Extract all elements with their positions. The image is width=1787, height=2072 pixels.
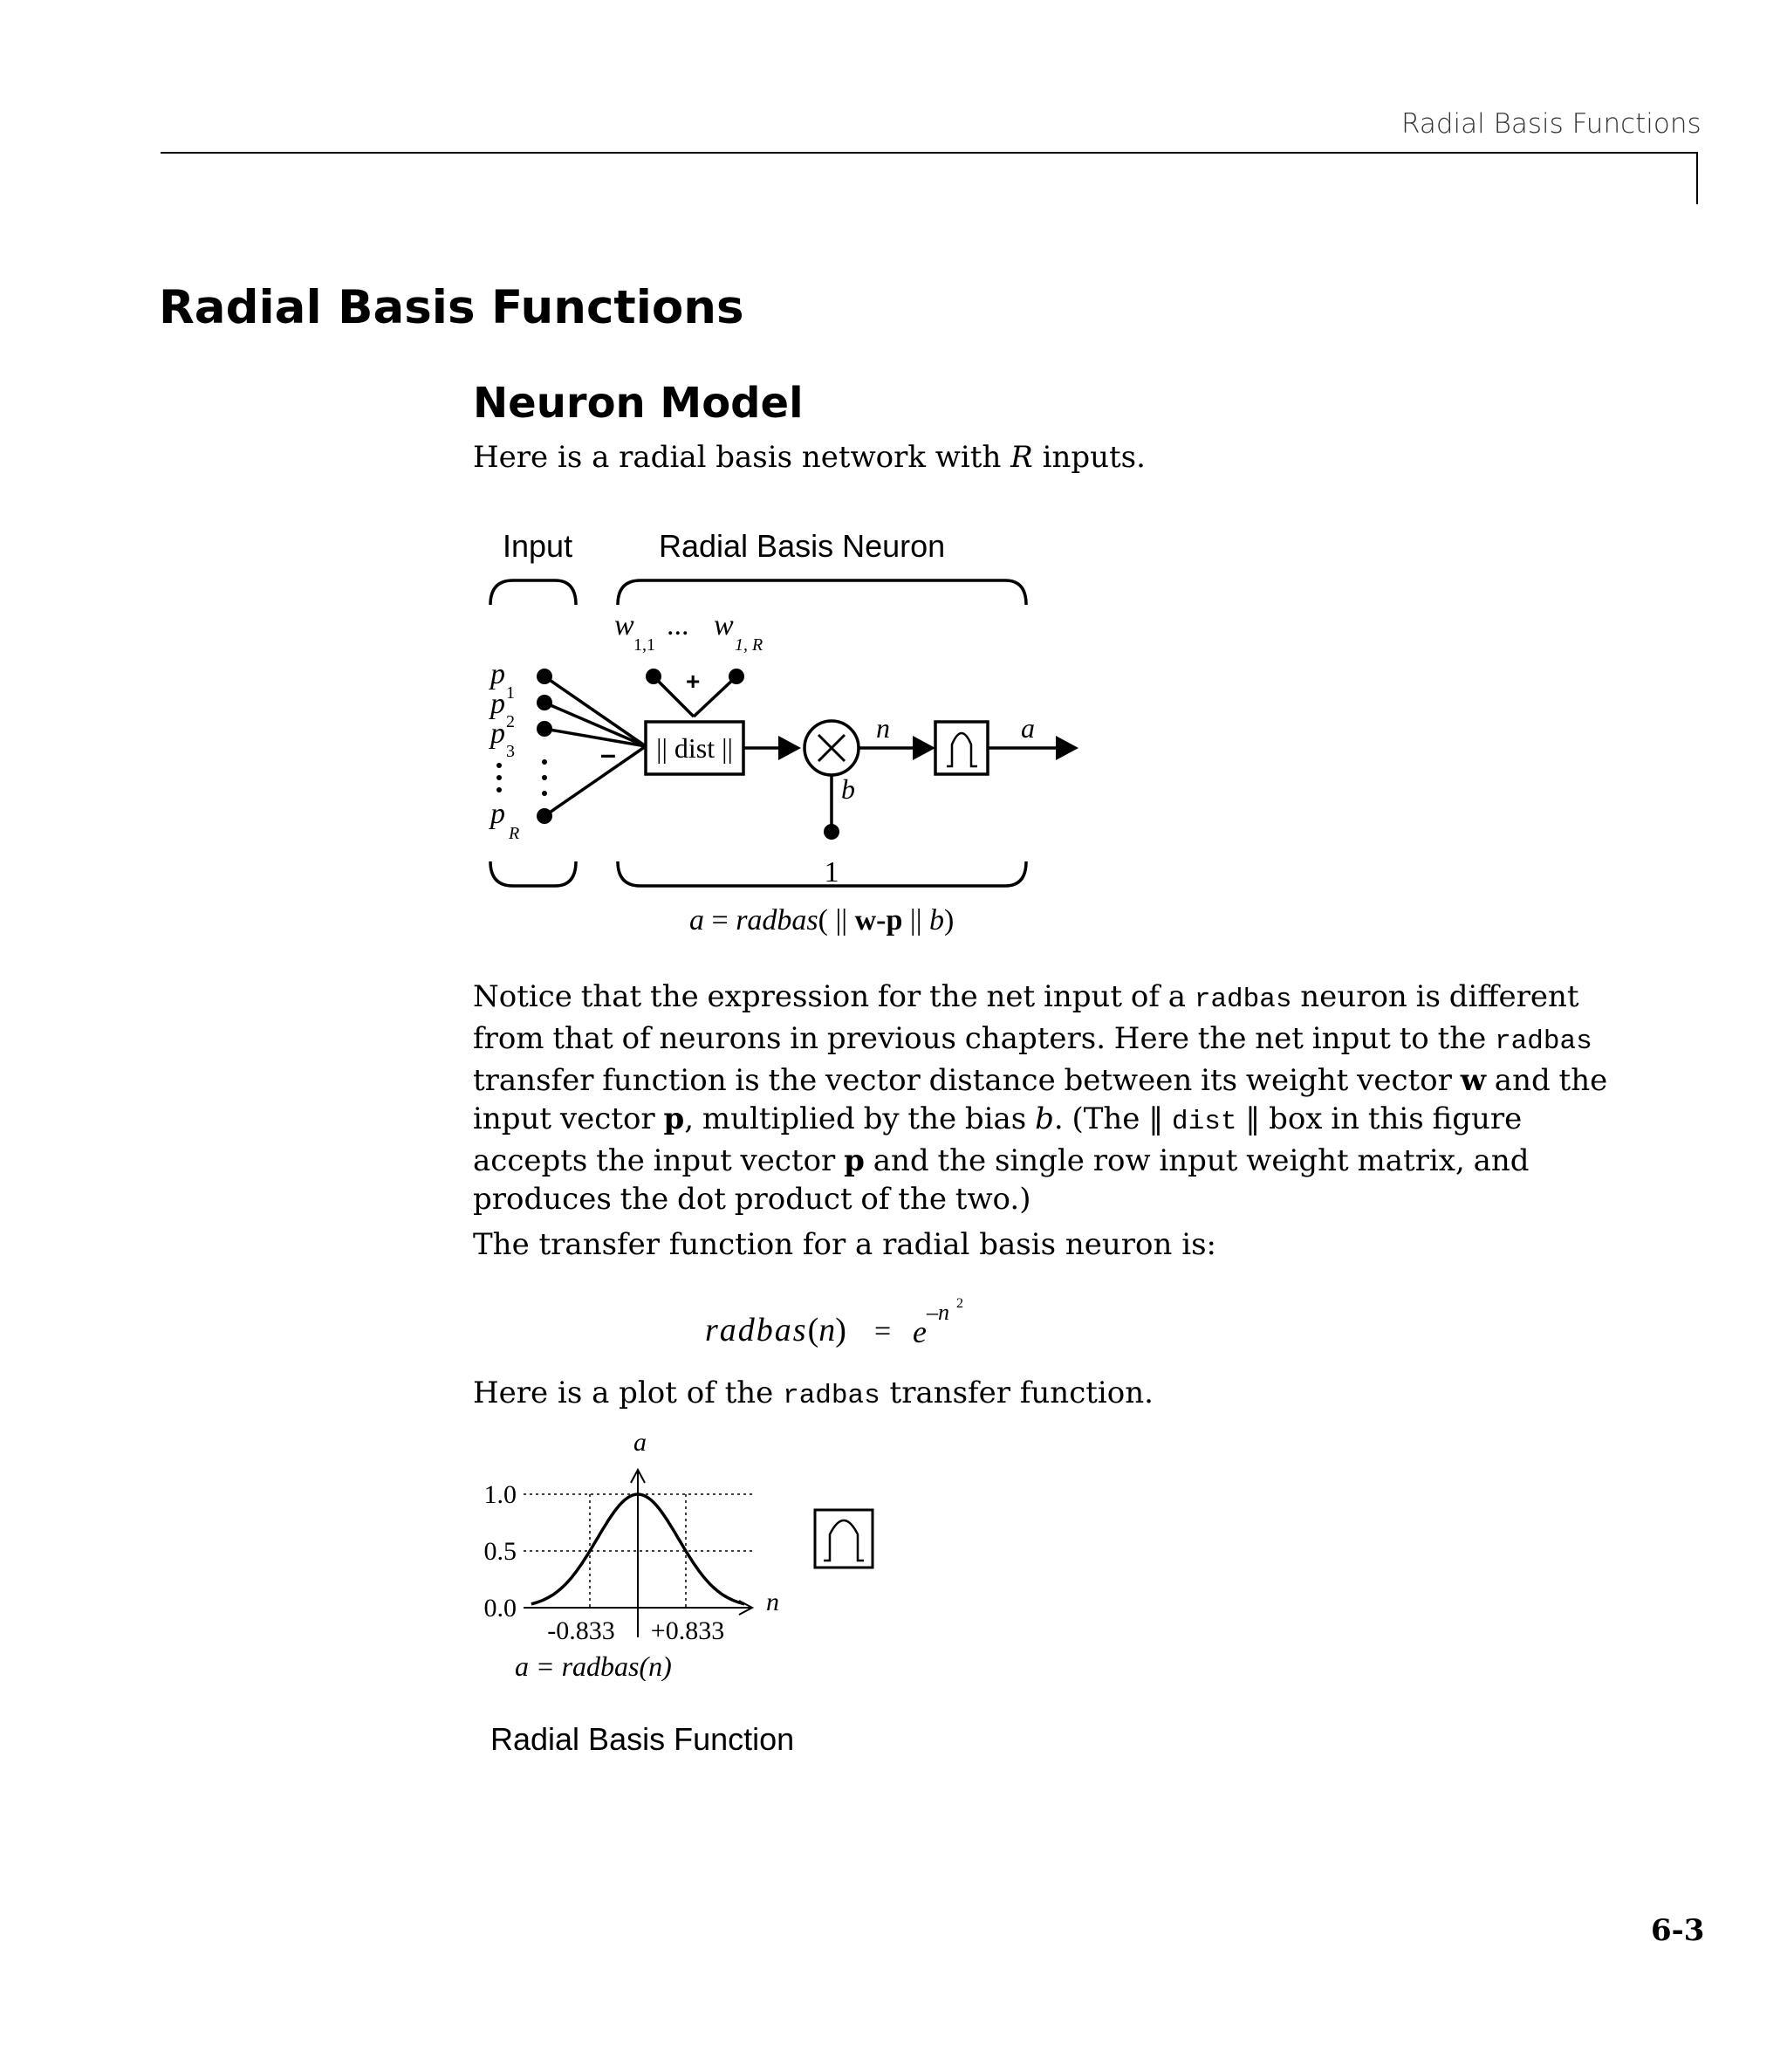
bold-p: p	[844, 1143, 865, 1178]
code-radbas: radbas	[783, 1381, 880, 1411]
para1-text: neuron is different from that of neurons in previous chapters. Here the net input to the	[473, 979, 1579, 1056]
plus-sign: +	[686, 668, 701, 695]
radbas-symbol	[813, 1508, 876, 1571]
para1-text: ‖ box in this figure accepts the input vector	[473, 1101, 1523, 1178]
minus-sign: –	[600, 738, 616, 770]
neuron-top-brace	[618, 580, 1026, 605]
network-equation	[689, 904, 954, 937]
code-radbas: radbas	[1194, 985, 1292, 1015]
bias-node	[824, 824, 839, 840]
w1r-subscript: 1, R	[735, 635, 763, 655]
pR-subscript: R	[509, 824, 520, 843]
w1r-letter: w	[714, 609, 734, 641]
input-ellipsis-dot	[542, 775, 547, 780]
intro-suffix: inputs.	[1032, 440, 1146, 475]
subsection-title: Neuron Model	[473, 379, 804, 428]
p3-subscript: 3	[506, 742, 515, 761]
para3-text: Here is a plot of the	[473, 1376, 784, 1410]
eq-close: )	[944, 904, 955, 937]
intro-var: R	[1010, 440, 1033, 475]
p1-letter: p	[490, 658, 505, 690]
y-axis-label: a	[633, 1428, 647, 1457]
eq-open: ( ||	[818, 904, 855, 937]
intro-text	[473, 438, 1146, 477]
paragraph-transfer-intro: The transfer function for a radial basis neuron is:	[473, 1227, 1216, 1262]
left-ellipsis-dot	[496, 775, 502, 780]
bold-w: w	[1460, 1063, 1486, 1098]
para1-text: transfer function is the vector distance between its weight vector	[473, 1063, 1461, 1098]
page-number: 6-3	[1651, 1913, 1705, 1948]
formula-equals: =	[874, 1315, 892, 1348]
w11-subscript: 1,1	[633, 635, 655, 655]
net-input-label: n	[876, 712, 890, 744]
eq-fn: radbas	[736, 904, 818, 937]
formula-exponent: –n	[927, 1300, 949, 1325]
paragraph-net-input	[473, 978, 1618, 1218]
p1-subscript: 1	[506, 683, 515, 703]
output-label: a	[1021, 712, 1035, 744]
neuron-bottom-brace	[618, 861, 1026, 886]
formula-open: (	[807, 1312, 819, 1348]
input-label: Input	[503, 528, 573, 564]
bias-input-one: 1	[824, 856, 839, 888]
dist-label: || dist ||	[656, 732, 733, 764]
italic-b: b	[1035, 1101, 1054, 1136]
header-rule	[161, 152, 1698, 154]
input-wire-1	[544, 676, 646, 746]
input-wire-2	[544, 703, 646, 746]
eq-wp: w-p	[854, 904, 903, 937]
input-ellipsis-dot	[542, 791, 547, 796]
eq-equals: =	[704, 904, 736, 937]
x-axis-label: n	[766, 1588, 779, 1616]
radbas-transfer-box	[935, 722, 988, 774]
x-tick-label-neg: -0.833	[547, 1616, 615, 1645]
para3-text: transfer function.	[880, 1376, 1154, 1410]
para1-text: and the single row input weight matrix, and produces the dot product of the two.)	[473, 1143, 1530, 1217]
header-rule-tick	[1696, 152, 1698, 204]
w11-letter: w	[614, 609, 634, 641]
output-arrowhead	[1056, 736, 1078, 760]
formula-fn: radbas	[705, 1312, 808, 1348]
eq-mid: ||	[902, 904, 930, 937]
formula-base: e	[913, 1314, 927, 1349]
p2-letter: p	[490, 688, 505, 720]
input-bottom-brace	[490, 861, 576, 886]
eq-b: b	[929, 904, 945, 937]
radbas-symbol-box	[815, 1510, 873, 1568]
chart-formula-label: a = radbas(n)	[515, 1650, 672, 1681]
formula-exponent-power: 2	[956, 1296, 963, 1311]
para1-text: . (The ‖	[1053, 1101, 1173, 1136]
para1-text: , multiplied by the bias	[684, 1101, 1036, 1136]
input-wire-R	[544, 746, 646, 816]
left-ellipsis-dot	[496, 763, 502, 768]
left-ellipsis-dot	[496, 787, 502, 792]
y-tick-label-0-5: 0.5	[483, 1537, 517, 1566]
eq-lhs: a	[689, 904, 704, 937]
p2-subscript: 2	[506, 712, 515, 731]
x-tick-label-pos: +0.833	[650, 1616, 725, 1645]
intro-prefix: Here is a radial basis network with	[473, 440, 1011, 475]
input-ellipsis-dot	[542, 759, 547, 765]
paragraph-plot-intro	[473, 1374, 1154, 1416]
neuron-diagram	[471, 519, 1099, 947]
code-dist: dist	[1172, 1107, 1237, 1137]
pR-letter: p	[490, 798, 505, 830]
formula-n: n	[818, 1312, 836, 1348]
input-top-brace	[490, 580, 576, 605]
running-header: Radial Basis Functions	[1401, 108, 1701, 140]
bias-label: b	[841, 773, 855, 805]
formula-lhs	[705, 1312, 846, 1348]
section-title: Radial Basis Functions	[159, 281, 744, 334]
code-radbas: radbas	[1495, 1026, 1592, 1057]
formula-close: )	[835, 1312, 846, 1348]
dist-arrowhead	[778, 736, 801, 760]
y-tick-label-0: 0.0	[483, 1594, 517, 1623]
net-input-arrowhead	[913, 736, 935, 760]
neuron-label: Radial Basis Neuron	[659, 528, 946, 564]
y-tick-label-1: 1.0	[483, 1480, 517, 1509]
p3-letter: p	[490, 717, 505, 750]
chart-caption: Radial Basis Function	[490, 1721, 795, 1757]
bold-p: p	[663, 1101, 685, 1136]
w-dots: ...	[667, 609, 689, 641]
para1-text: Notice that the expression for the net input of a	[473, 979, 1195, 1014]
para1-text: and the input vector	[473, 1063, 1608, 1136]
radbas-formula	[698, 1288, 995, 1367]
